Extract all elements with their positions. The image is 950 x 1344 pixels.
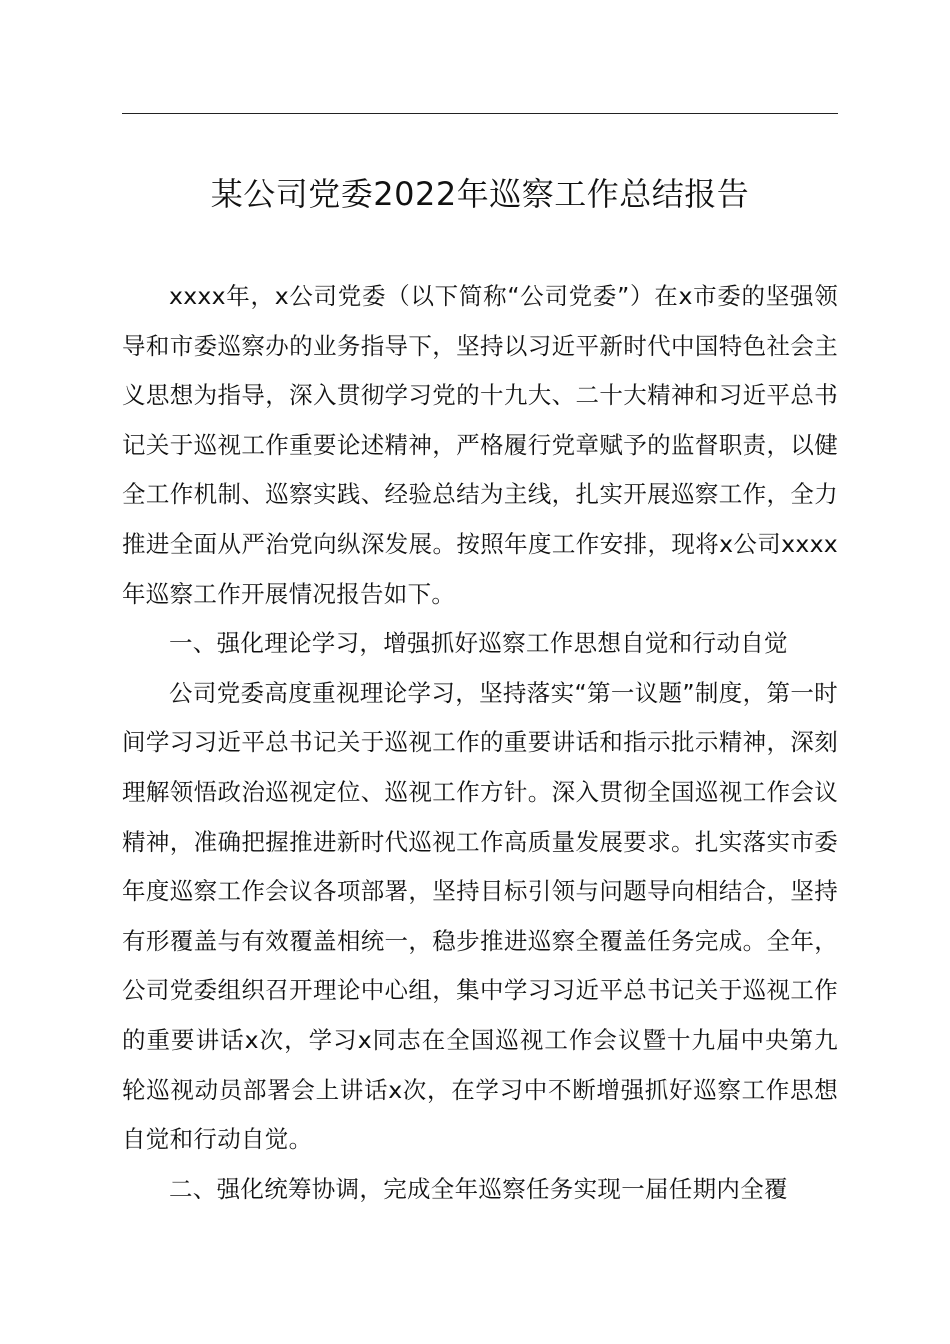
document-body — [122, 272, 838, 1214]
section-heading-1: 一、强化理论学习，增强抓好巡察工作思想自觉和行动自觉 — [169, 629, 788, 658]
intro-paragraph: xxxx年，x公司党委（以下简称“公司党委”）在x市委的坚强领导和市委巡察办的业务指导下，坚持以习近平新时代中国特色社会主义思想为指导，深入贯彻学习党的十九大、二十大精神和习近平总书记关于巡视工作重要论述精神，严格履行党章赋予的监督职责，以健全工作机制、巡察实践、经验总结为主线，扎实开展巡察工作，全力推进全面从严治党向纵深发展。按照年度工作安排，现将x公司xxxx年巡察工作开展情况报告如下。 — [122, 282, 838, 608]
section-heading-2: 二、强化统筹协调，完成全年巡察任务实现一届任期内全覆 — [169, 1174, 788, 1203]
section-1-paragraph: 公司党委高度重视理论学习，坚持落实“第一议题”制度，第一时间学习习近平总书记关于巡视工作的重要讲话和指示批示精神，深刻理解领悟政治巡视定位、巡视工作方针。深入贯彻全国巡视工作会议精神，准确把握推进新时代巡视工作高质量发展要求。扎实落实市委年度巡察工作会议各项部署，坚持目标引领与问题导向相结合，坚持有形覆盖与有效覆盖相统一，稳步推进巡察全覆盖任务完成。全年，公司党委组织召开理论中心组，集中学习习近平总书记关于巡视工作的重要讲话x次，学习x同志在全国巡视工作会议暨十九届中央第九轮巡视动员部署会上讲话x次，在学习中不断增强抓好巡察工作思想自觉和行动自觉。 — [122, 678, 838, 1154]
header-rule — [122, 113, 838, 114]
document-title: 某公司党委2022年巡察工作总结报告 — [210, 175, 750, 213]
